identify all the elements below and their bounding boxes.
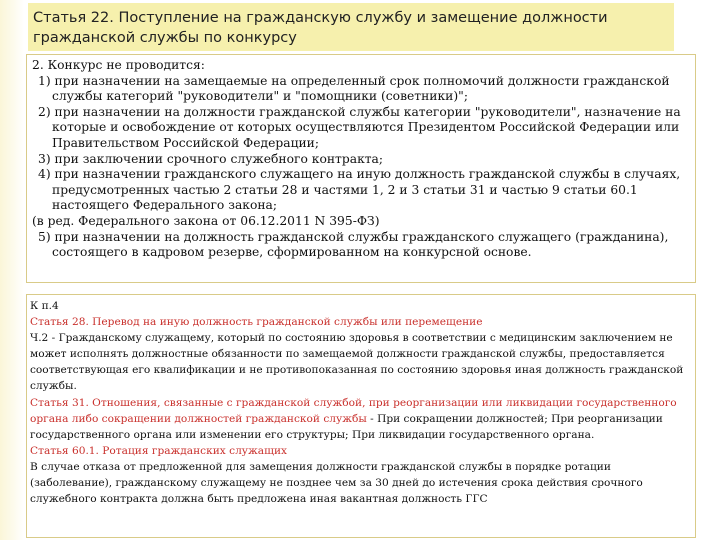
clause-item-3: 3) при заключении срочного служебного контракта; xyxy=(38,151,384,166)
clause-item-2: 2) при назначении на должности гражданской службы категории "руководители", назначение на которые и освобождение от которых осуществляются Президентом Российской Федерации или Правительством Российской Федерации; xyxy=(38,104,681,150)
amendment-note: (в ред. Федерального закона от 06.12.2011 N 395-ФЗ) xyxy=(32,213,380,228)
article-60-1-text: В случае отказа от предложенной для замещения должности гражданской службы в порядке ротации (заболевание), гражданскому служащему не позднее чем за 30 дней до истечения срока действия срочного служебного контракта должна быть предложена иная вакантная должность ГГС xyxy=(30,460,643,506)
title-line-2: гражданской службы по конкурсу xyxy=(33,30,297,46)
article-28-title: Статья 28. Перевод на иную должность гражданской службы или перемещение xyxy=(30,316,483,329)
clause-item-4: 4) при назначении гражданского служащего на иную должность гражданской службы в случаях, предусмотренных частью 2 статьи 28 и частями 1, 2 и 3 статьи 31 и частью 9 статьи 60.1 настоящего Федерального закона; xyxy=(38,167,681,213)
article-60-1-title: Статья 60.1. Ротация гражданских служащих xyxy=(30,444,287,457)
commentary-content xyxy=(30,298,694,507)
article-31-text: - При сокращении должностей; При реорганизации государственного органа или изменении его структуры; При ликвидации государственного органа. xyxy=(30,412,663,441)
law-text-content xyxy=(32,58,692,261)
commentary-ref: К п.4 xyxy=(30,300,59,312)
left-decor-band xyxy=(0,0,24,540)
title-line-1: Статья 22. Поступление на гражданскую службу и замещение должности xyxy=(33,10,608,26)
clause-item-1: 1) при назначении на замещаемые на определенный срок полномочий должности гражданской службы категорий "руководители" и "помощники (советники)"; xyxy=(38,73,670,104)
page-title xyxy=(33,8,673,48)
clause-item-5: 5) при назначении на должность гражданской службы гражданского служащего (гражданина), состоящего в кадровом резерве, сформированном на конкурсной основе. xyxy=(38,229,669,260)
article-31-title: Статья 31. Отношения, связанные с гражданской службой, при реорганизации или ликвидации государственного органа либо сокращении должностей гражданской службы xyxy=(30,396,677,425)
article-28-text: Ч.2 - Гражданскому служащему, который по состоянию здоровья в соответствии с медицинским заключением не может исполнять должностные обязанности по замещаемой должности гражданской службы, предоставляется соответствующая его квалификации и не противопоказанная по состоянию здоровья иная должность гражданской службы. xyxy=(30,332,684,393)
clause-heading: 2. Конкурс не проводится: xyxy=(32,58,205,72)
